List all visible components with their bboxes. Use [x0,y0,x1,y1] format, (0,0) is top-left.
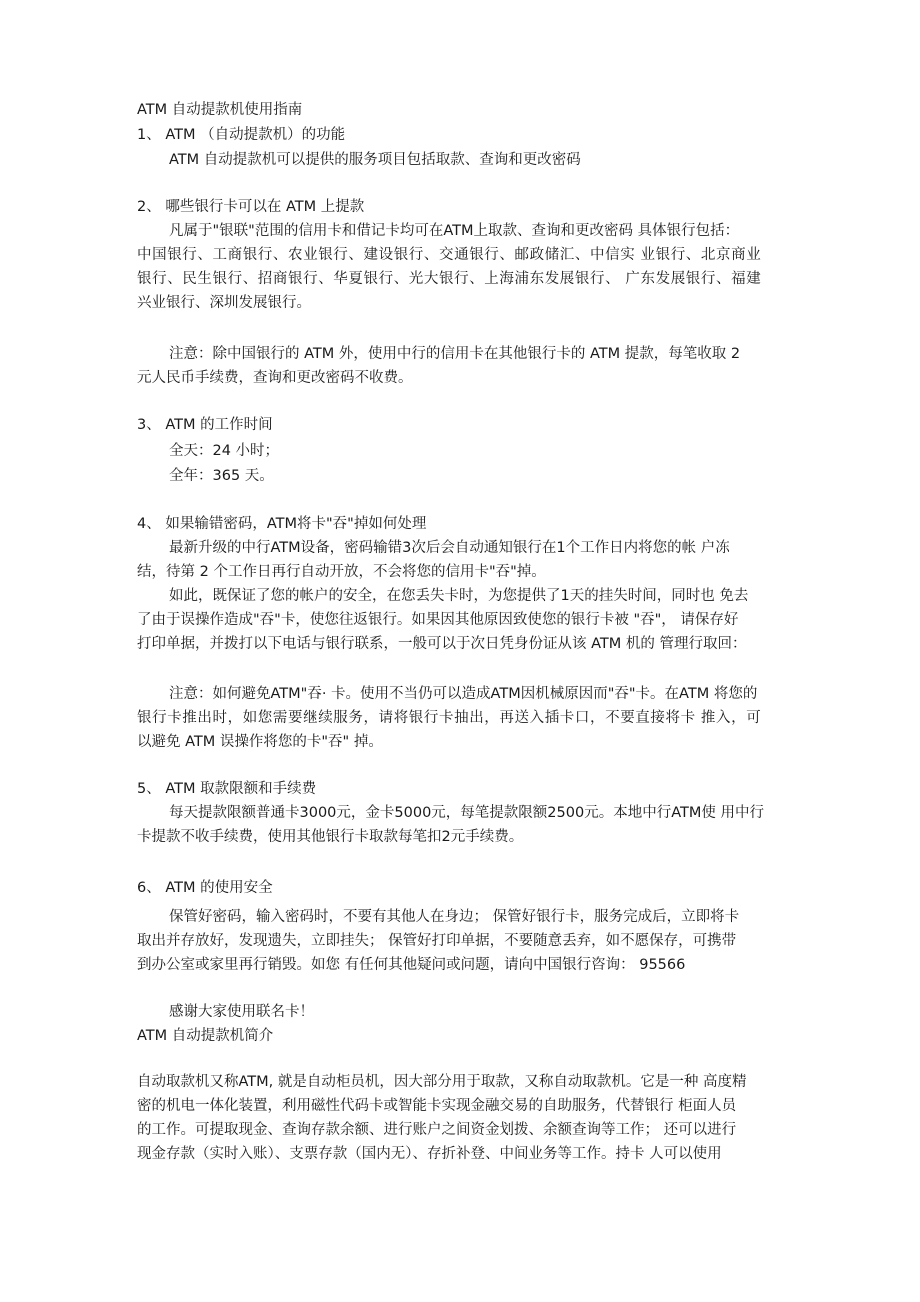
section-4-body-line: 结，待第 2 个工作日再行自动开放，不会将您的信用卡"吞"掉。 [137,564,546,580]
section-4-body-line: 打印单据，并拨打以下电话与银行联系，一般可以于次日凭身份证从该 ATM 机的 管理行取回： [137,636,747,652]
section-2-body-line: 中国银行、工商银行、农业银行、建设银行、交通银行、邮政储汇、中信实 业银行、北京商业 [137,247,762,263]
section-3-body-line: 全年：365 天。 [169,468,274,484]
section-5-heading: 5、 ATM 取款限额和手续费 [137,781,317,797]
section-2-note-line: 注意：除中国银行的 ATM 外，使用中行的信用卡在其他银行卡的 ATM 提款，每笔收取 2 [169,346,741,362]
section-6-body-line: 取出并存放好，发现遗失，立即挂失； 保管好打印单据，不要随意丢弃，如不愿保存，可携带 [137,933,737,949]
doc-title: ATM 自动提款机使用指南 [137,102,303,118]
section-2-body-line: 凡属于"银联"范围的信用卡和借记卡均可在ATM上取款、查询和更改密码 具体银行包括： [169,223,740,239]
intro-title: ATM 自动提款机简介 [137,1028,274,1044]
intro-body-line: 密的机电一体化装置，利用磁性代码卡或智能卡实现金融交易的自助服务，代替银行 柜面人员 [137,1098,737,1114]
section-6-body-line: 到办公室或家里再行销毁。如您 有任何其他疑问或问题，请向中国银行咨询： 95566 [137,957,686,973]
intro-body-line: 自动取款机又称ATM, 就是自动柜员机，因大部分用于取款，又称自动取款机。它是一种 高度精 [137,1074,747,1090]
section-3-heading: 3、 ATM 的工作时间 [137,417,273,433]
section-5-body-line: 每天提款限额普通卡3000元，金卡5000元，每笔提款限额2500元。本地中行ATM使 用中行 [169,805,764,821]
thanks-line: 感谢大家使用联名卡！ [169,1004,314,1020]
section-2-body-line: 银行、民生银行、招商银行、华夏银行、光大银行、上海浦东发展银行、 广东发展银行、福建 [137,271,762,287]
section-6-body-line: 保管好密码，输入密码时，不要有其他人在身边； 保管好银行卡，服务完成后，立即将卡 [169,909,740,925]
section-2-heading: 2、 哪些银行卡可以在 ATM 上提款 [137,199,365,215]
section-4-body-line: 了由于误操作造成"吞"卡，使您往返银行。如果因其他原因致使您的银行卡被 "吞"， 请保存好 [137,612,739,628]
section-6-heading: 6、 ATM 的使用安全 [137,880,273,896]
section-4-body-line: 最新升级的中行ATM设备，密码输错3次后会自动通知银行在1个工作日内将您的帐 户冻 [169,540,730,556]
section-5-body-line: 卡提款不收手续费，使用其他银行卡取款每笔扣2元手续费。 [137,829,524,845]
section-1-heading: 1、 ATM （自动提款机）的功能 [137,127,346,143]
section-4-heading: 4、 如果输错密码，ATM将卡"吞"掉如何处理 [137,516,427,532]
intro-body-line: 的工作。可提取现金、查询存款余额、进行账户之间资金划拨、余额查询等工作； 还可以进行 [137,1122,737,1138]
section-4-body-line: 如此，既保证了您的帐户的安全，在您丢失卡时，为您提供了1天的挂失时间，同时也 免去 [169,588,749,604]
section-3-body-line: 全天：24 小时； [169,443,280,459]
section-4-note-line: 注意：如何避免ATM"吞· 卡。使用不当仍可以造成ATM因机械原因而"吞"卡。在ATM 将您的 [169,686,758,702]
section-4-note-line: 以避免 ATM 误操作将您的卡"吞" 掉。 [137,734,383,750]
section-1-body: ATM 自动提款机可以提供的服务项目包括取款、查询和更改密码 [169,152,581,168]
section-4-note-line: 银行卡推出时，如您需要继续服务，请将银行卡抽出，再送入插卡口，不要直接将卡 推入，可 [137,710,762,726]
intro-body-line: 现金存款（实时入账）、支票存款（国内无）、存折补登、中间业务等工作。持卡 人可以使用 [137,1146,722,1162]
section-2-body-line: 兴业银行、深圳发展银行。 [137,295,311,311]
section-2-note-line: 元人民币手续费，查询和更改密码不收费。 [137,370,413,386]
